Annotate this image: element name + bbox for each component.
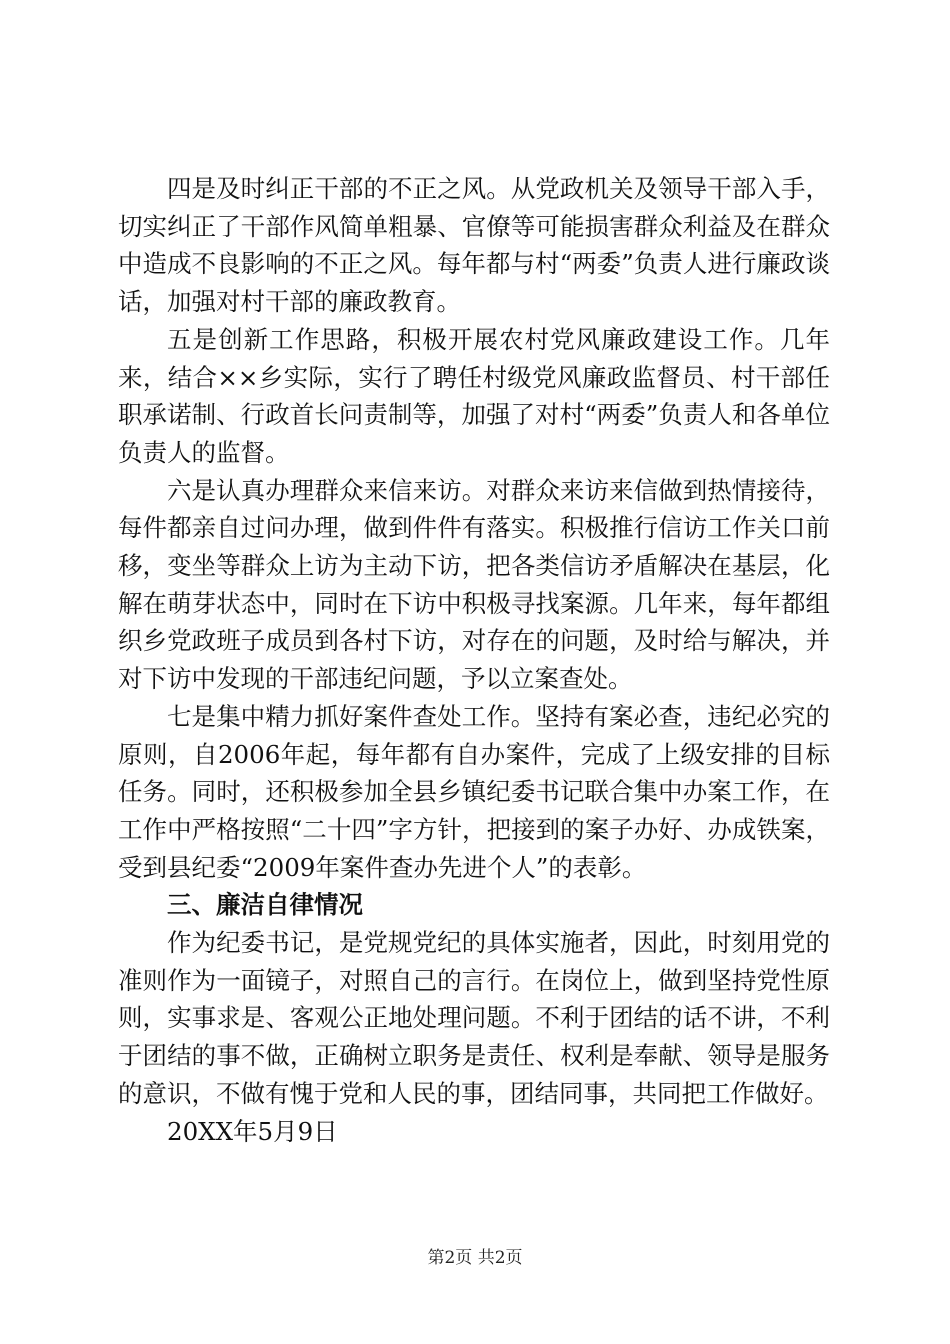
section-heading: 三、廉洁自律情况 (167, 890, 363, 920)
paragraph-item-6: 六是认真办理群众来信来访。对群众来访来信做到热情接待，每件都亲自过问办理，做到件件有落实。积极推行信访工作关口前移，变坐等群众上访为主动下访，把各类信访矛盾解决在基层，化解在萌芽状态中，同时在下访中积极寻找案源。几年来，每年都组织乡党政班子成员到各村下访，对存在的问题，及时给与解决，并对下访中发现的干部违纪问题，予以立案查处。 (118, 475, 830, 694)
document-date: 20XX年5月9日 (167, 1116, 338, 1146)
section-paragraph: 作为纪委书记，是党规党纪的具体实施者，因此，时刻用党的准则作为一面镜子，对照自己的言行。在岗位上，做到坚持党性原则，实事求是、客观公正地处理问题。不利于团结的话不讲，不利于团结的事不做，正确树立职务是责任、权利是奉献、领导是服务的意识，不做有愧于党和人民的事，团结同事，共同把工作做好。 (118, 928, 830, 1108)
paragraph-item-5: 五是创新工作思路，积极开展农村党风廉政建设工作。几年来，结合××乡实际，实行了聘任村级党风廉政监督员、村干部任职承诺制、行政首长问责制等，加强了对村“两委”负责人和各单位负责人的监督。 (118, 324, 830, 467)
paragraph-item-4: 四是及时纠正干部的不正之风。从党政机关及领导干部入手，切实纠正了干部作风简单粗暴、官僚等可能损害群众利益及在群众中造成不良影响的不正之风。每年都与村“两委”负责人进行廉政谈话，加强对村干部的廉政教育。 (118, 174, 830, 317)
paragraph-item-7: 七是集中精力抓好案件查处工作。坚持有案必查，违纪必究的原则，自2006年起，每年都有自办案件，完成了上级安排的目标任务。同时，还积极参加全县乡镇纪委书记联合集中办案工作，在工作中严格按照“二十四”字方针，把接到的案子办好、办成铁案，受到县纪委“2009年案件查办先进个人”的表彰。 (118, 701, 830, 882)
page-footer: 第2页 共2页 (427, 1248, 523, 1268)
document-body (118, 170, 830, 1150)
